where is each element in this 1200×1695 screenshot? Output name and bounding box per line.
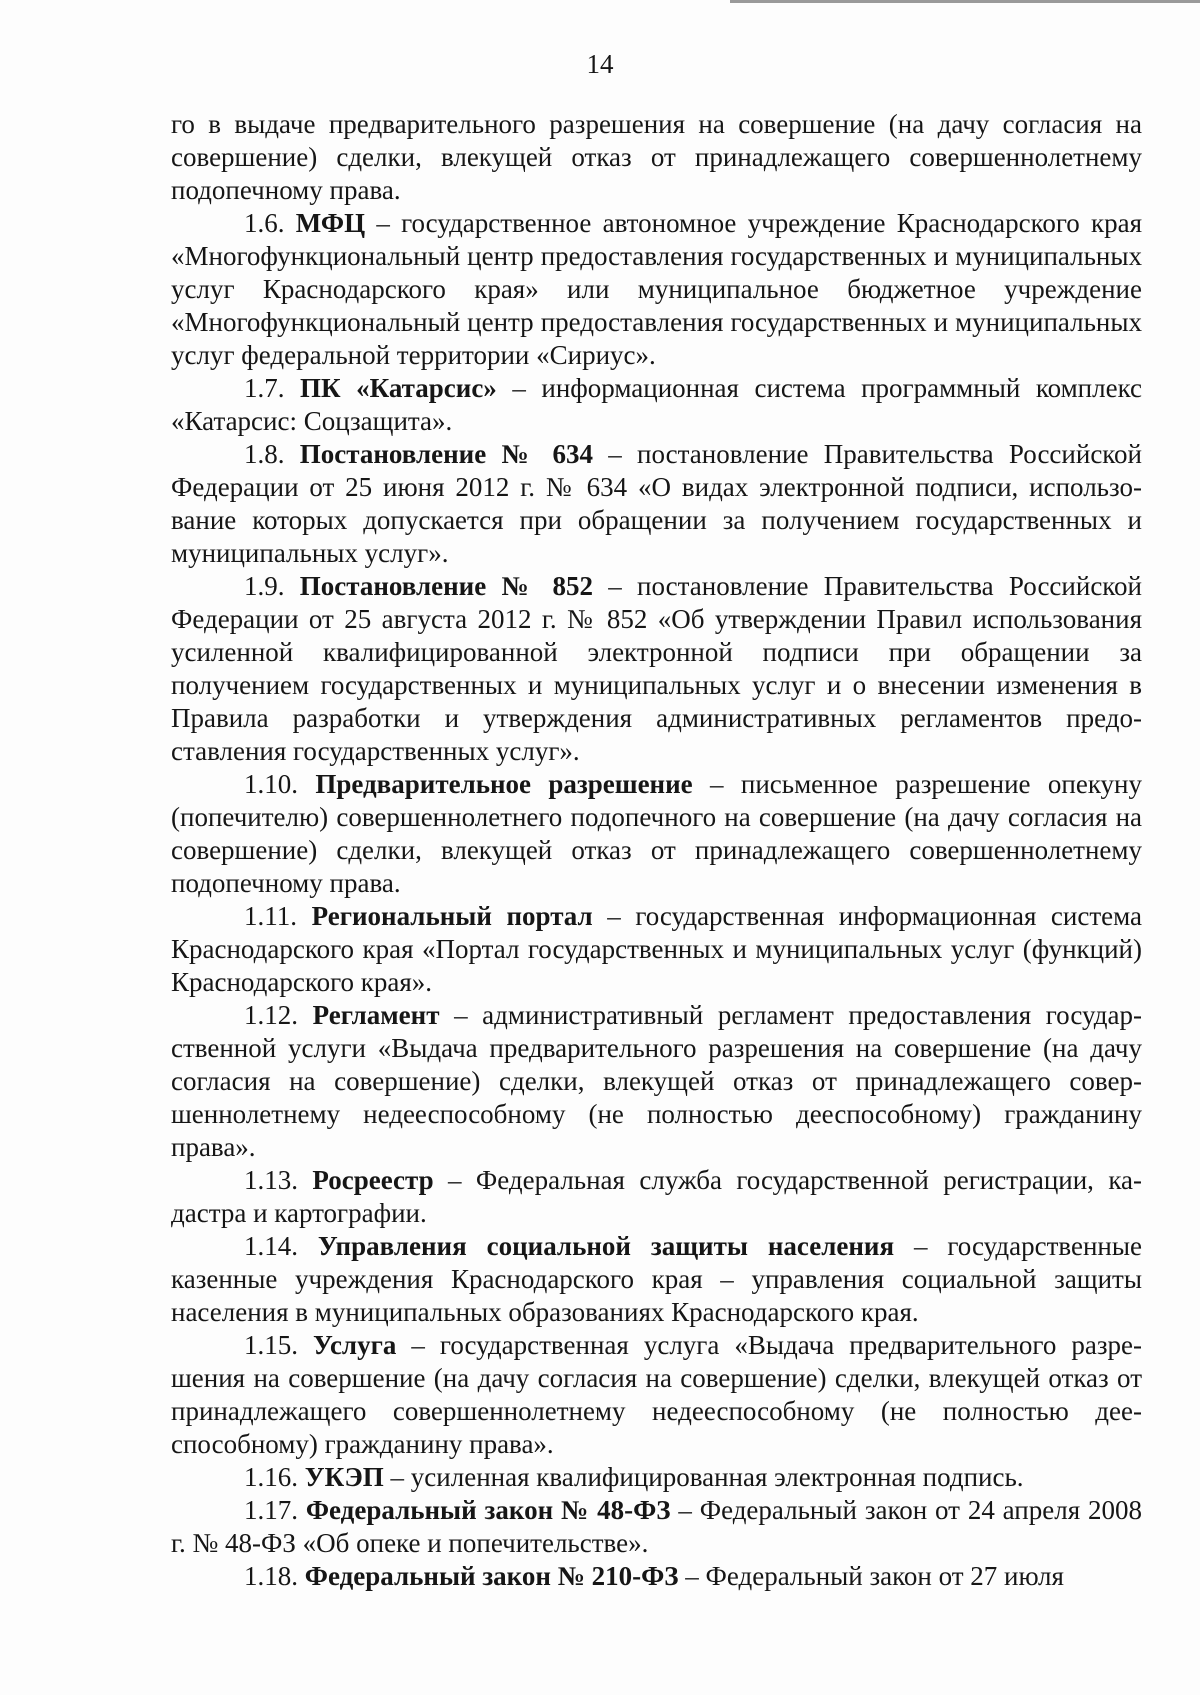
- clause-number: 1.6.: [244, 208, 285, 238]
- clause-number: 1.18.: [244, 1561, 298, 1591]
- clause-number: 1.10.: [244, 769, 298, 799]
- paragraph-continuation: го в выдаче предварительного разрешения на совершение (на дачу согласия на совершение) сделки, влекущей отказ от принадлежащего совершеннолетнему подопечному права.: [171, 109, 1142, 205]
- definition-text: – информационная система программный комплекс «Катарсис: Соцзащита».: [171, 373, 1142, 436]
- paragraph-1-17: [171, 1494, 1142, 1560]
- clause-number: 1.7.: [244, 373, 285, 403]
- definition-text: – постановление Правительства Российской Федерации от 25 августа 2012 г. № 852 «Об утверждении Правил использования усиленной квалифицированной электронной подписи при обращении за получением государственных и муниципальных услуг и о внесении изменения в Правила разработки и утверждения административных регламентов предоставления государственных услуг».: [171, 571, 1142, 766]
- defined-term: Постановление № 852: [299, 571, 593, 601]
- definition-text: – административный регламент предоставления государственной услуги «Выдача предварительного разрешения на совершение (на дачу согласия на совершение) сделки, влекущей отказ от принадлежащего совершеннолетнему недееспособному (не полностью дееспособному) гражданину права».: [171, 1000, 1143, 1162]
- defined-term: Региональный портал: [311, 901, 593, 931]
- definition-text: – Федеральный закон от 27 июля: [678, 1561, 1064, 1591]
- paragraph-1-10: [171, 768, 1142, 900]
- page-number: 14: [586, 49, 614, 79]
- document-body: [171, 108, 1142, 1593]
- clause-number: 1.16.: [244, 1462, 298, 1492]
- definition-text: – постановление Правительства Российской Федерации от 25 июня 2012 г. № 634 «О видах электронной подписи, использование которых допускается при обращении за получением государственных и муниципальных услуг».: [171, 439, 1142, 568]
- paragraph-1-18: [171, 1560, 1142, 1593]
- clause-number: 1.8.: [244, 439, 285, 469]
- definition-text: – письменное разрешение опекуну (попечителю) совершеннолетнего подопечного на совершение (на дачу согласия на совершение) сделки, влекущей отказ от принадлежащего совершеннолетнему подопечному права.: [171, 769, 1142, 898]
- paragraph-1-13: [171, 1164, 1142, 1230]
- defined-term: Услуга: [313, 1330, 397, 1360]
- clause-number: 1.12.: [244, 1000, 298, 1030]
- defined-term: Федеральный закон № 210-ФЗ: [304, 1561, 679, 1591]
- paragraph-1-15: [171, 1329, 1142, 1461]
- defined-term: Предварительное разрешение: [315, 769, 693, 799]
- paragraph-1-8: [171, 438, 1142, 570]
- defined-term: Постановление № 634: [299, 439, 593, 469]
- definition-text: – государственная информационная система Краснодарского края «Портал государственных и муниципальных услуг (функций) Краснодарского края».: [171, 901, 1143, 997]
- clause-number: 1.15.: [244, 1330, 298, 1360]
- defined-term: Росреестр: [312, 1165, 434, 1195]
- defined-term: Управления социальной защиты населения: [317, 1231, 895, 1261]
- definition-text: – Федеральная служба государственной регистрации, кадастра и картографии.: [171, 1165, 1143, 1228]
- clause-number: 1.14.: [244, 1231, 298, 1261]
- paragraph-1-14: [171, 1230, 1142, 1329]
- paragraph-1-7: [171, 372, 1142, 438]
- defined-term: Федеральный закон № 48-ФЗ: [305, 1495, 671, 1525]
- clause-number: 1.11.: [244, 901, 297, 931]
- defined-term: МФЦ: [295, 208, 366, 238]
- definition-text: – усиленная квалифицированная электронная подпись.: [383, 1462, 1024, 1492]
- paragraph-1-6: [171, 207, 1142, 372]
- definition-text: – государственное автономное учреждение Краснодарского края «Многофункциональный центр предоставления государственных и муниципальных услуг Краснодарского края» или муниципальное бюджетное учреждение «Многофункциональный центр предоставления государственных и муниципальных услуг федеральной территории «Сириус».: [171, 208, 1142, 370]
- paragraph-1-12: [171, 999, 1142, 1164]
- clause-number: 1.13.: [244, 1165, 298, 1195]
- defined-term: УКЭП: [304, 1462, 384, 1492]
- defined-term: Регламент: [312, 1000, 440, 1030]
- defined-term: ПК «Катарсис»: [300, 373, 497, 403]
- definition-text: – Федеральный закон от 24 апреля 2008 г. № 48-ФЗ «Об опеке и попечительстве».: [171, 1495, 1142, 1558]
- definition-text: – государственные казенные учреждения Краснодарского края – управления социальной защиты населения в муниципальных образованиях Краснодарского края.: [171, 1231, 1143, 1327]
- scan-edge-line: [730, 0, 1200, 3]
- clause-number: 1.17.: [244, 1495, 298, 1525]
- paragraph-1-11: [171, 900, 1142, 999]
- paragraph-1-9: [171, 570, 1142, 768]
- clause-number: 1.9.: [244, 571, 285, 601]
- definition-text: – государственная услуга «Выдача предварительного разрешения на совершение (на дачу согласия на совершение) сделки, влекущей отказ от принадлежащего совершеннолетнему недееспособному (не полностью дееспособному) гражданину права».: [171, 1330, 1143, 1459]
- paragraph-1-16: [171, 1461, 1142, 1494]
